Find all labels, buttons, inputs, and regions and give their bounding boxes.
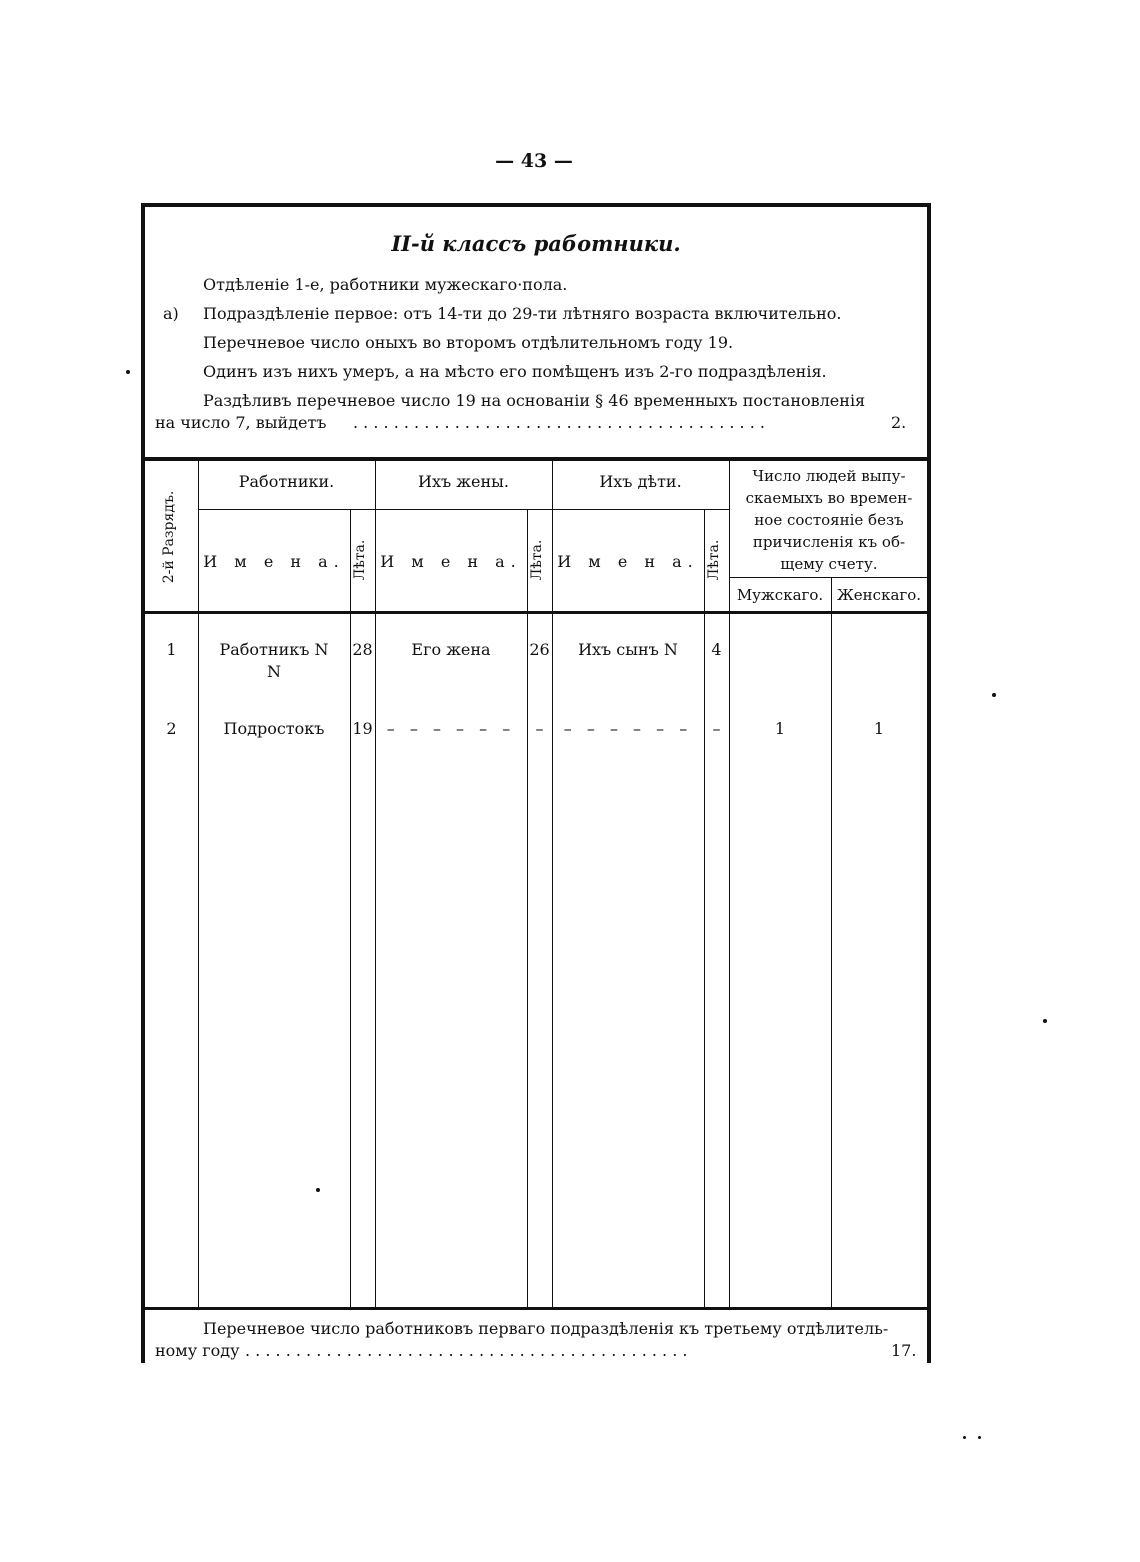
male-header: Мужскаго. — [736, 586, 824, 604]
workers-header: Работники. — [238, 472, 335, 491]
row-2-child: – – – – – – — [563, 719, 693, 738]
row-1-rank: 1 — [166, 640, 177, 659]
intro-line-6-text: на число 7, выйдетъ — [155, 413, 327, 432]
scan-speck — [963, 1436, 966, 1439]
grid-line — [198, 509, 729, 510]
grid-line — [350, 509, 351, 1307]
intro-line-5: Раздѣливъ перечневое число 19 на основаніи § 46 временныхъ постановленія — [203, 391, 866, 410]
header-rule — [145, 611, 927, 614]
grid-line — [198, 461, 199, 1307]
row-2-worker-age: 19 — [352, 719, 373, 738]
scan-speck — [126, 370, 130, 374]
grid-line — [831, 577, 832, 1307]
rank-header: 2-й Разрядъ. — [161, 490, 177, 584]
row-1-worker: Работникъ N N — [219, 640, 329, 681]
row-1-wife: Его жена — [411, 640, 491, 659]
footer-line-2-value: 17. — [891, 1341, 917, 1360]
workers-years-label: Лѣта. — [352, 539, 368, 581]
intro-line-2: Подраздѣленіе первое: отъ 14-ти до 29-ти лѣтняго возраста включительно. — [203, 304, 842, 323]
intro-line-1: Отдѣленіе 1-е, работники мужескаго·пола. — [203, 275, 568, 294]
intro-line-6-dots: . . . . . . . . . . . . . . . . . . . . . . . . . . . . . . . . . . . . . . . . . — [353, 413, 765, 432]
intro-line-2-marker: а) — [163, 304, 179, 323]
children-header: Ихъ дѣти. — [599, 472, 682, 491]
scan-speck — [1043, 1019, 1047, 1023]
intro-line-4: Одинъ изъ нихъ умеръ, а на мѣсто его помѣщенъ изъ 2-го подраздѣленія. — [203, 362, 827, 381]
footer-line-2-dots: . . . . . . . . . . . . . . . . . . . . . . . . . . . . . . . . . . . . . . . . . . . . — [245, 1341, 688, 1360]
wives-header: Ихъ жены. — [418, 472, 509, 491]
footer-line-2-text: ному году — [155, 1341, 240, 1360]
row-2-male: 1 — [774, 719, 786, 738]
table-frame — [141, 203, 931, 1363]
row-2-wife-age: – — [535, 719, 544, 738]
page-number: — 43 — — [495, 150, 573, 172]
row-2-rank: 2 — [166, 719, 177, 738]
row-1-worker-age: 28 — [352, 640, 373, 659]
grid-line — [527, 509, 528, 1307]
released-header: Число людей выпу-скаемыхъ во времен-ное состояніе безъ причисленія къ об-щему счету. — [745, 467, 913, 573]
row-2-wife: – – – – – – — [386, 719, 516, 738]
row-2-worker: Подростокъ — [223, 719, 325, 738]
intro-block — [145, 207, 927, 455]
row-1-wife-age: 26 — [529, 640, 550, 659]
scan-speck — [992, 693, 996, 697]
grid-line — [552, 461, 553, 1307]
row-2-child-age: – — [712, 719, 721, 738]
grid-line — [704, 509, 705, 1307]
row-2-female: 1 — [873, 719, 885, 738]
wives-years-label: Лѣта. — [529, 539, 545, 581]
section-title: II-й классъ работники. — [391, 231, 681, 256]
grid-line — [375, 461, 376, 1307]
female-header: Женскаго. — [836, 586, 922, 604]
row-1-child: Ихъ сынъ N — [578, 640, 678, 659]
workers-names-label: И м е н а. — [203, 552, 345, 571]
children-years-label: Лѣта. — [706, 539, 722, 581]
children-names-label: И м е н а. — [557, 552, 699, 571]
footer-rule — [145, 1307, 927, 1310]
scan-speck — [316, 1188, 320, 1192]
intro-line-6-value: 2. — [891, 413, 907, 432]
intro-line-3: Перечневое число оныхъ во второмъ отдѣлительномъ году 19. — [203, 333, 734, 352]
grid-line — [729, 577, 927, 578]
wives-names-label: И м е н а. — [380, 552, 522, 571]
intro-rule — [145, 457, 927, 461]
footer-line-1: Перечневое число работниковъ перваго подраздѣленія къ третьему отдѣлитель- — [203, 1319, 889, 1338]
row-1-child-age: 4 — [711, 640, 722, 659]
scan-speck — [978, 1436, 981, 1439]
